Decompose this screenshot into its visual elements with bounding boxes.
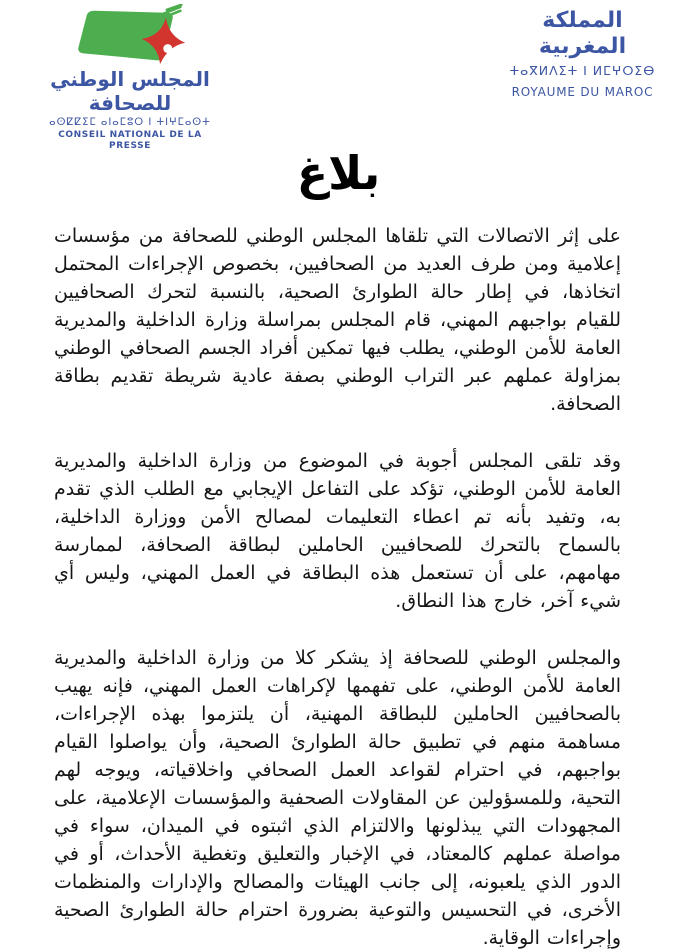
- paragraph-1: على إثر الاتصالات التي تلقاها المجلس الوطني للصحافة من مؤسسات إعلامية ومن طرف العديد من الصحافيين، بخصوص الإجراءات المحتمل اتخاذها، في إطار حالة الطوارئ الصحية، بالنسبة لتحرك الصحافيين للقيام بواجبهم المهني، قام المجلس بمراسلة وزارة الداخلية والمديرية العامة للأمن الوطني، يطلب فيها تمكين أفراد الجسم الصحافي الوطني بمزاولة عملهم عبر التراب الوطني بصفة عادية شريطة تقديم بطاقة الصحافة.: [54, 225, 621, 415]
- paragraph-2: وقد تلقى المجلس أجوبة في الموضوع من وزارة الداخلية والمديرية العامة للأمن الوطني، تؤكد على التفاعل الإيجابي مع الطلب الذي تقدم به، وتفيد بأنه تم اعطاء التعليمات لمصالح الأمن ووزارة الداخلية، بالسماح بالتحرك للصحافيين الحاملين لبطاقة الصحافة، لممارسة مهامهم، على أن تستعمل هذه البطاقة في العمل المهني، وليس أي شيء آخر، خارج هذا النطاق.: [54, 450, 621, 612]
- cnp-logo-block: [36, 4, 224, 152]
- cnp-name-arabic: المجلس الوطني للصحافة: [50, 67, 210, 115]
- cnp-name-tifinagh: ⴰⵙⵇⵇⵉⵎ ⴰⵏⴰⵎⵓⵔ ⵏ ⵜⵏⵖⵎⴰⵙⵜ: [49, 117, 211, 128]
- kingdom-name-tifinagh: ⵜⴰⴳⵍⴷⵉⵜ ⵏ ⵍⵎⵖⵔⵉⴱ: [509, 63, 656, 78]
- star-white-dot: [163, 44, 172, 53]
- header: [0, 0, 677, 151]
- cnp-logo-icon: [69, 4, 191, 66]
- kingdom-name-arabic: المملكة المغربية: [538, 8, 627, 59]
- communique-title: بلاغ: [296, 146, 381, 200]
- paragraph-3: والمجلس الوطني للصحافة إذ يشكر كلا من وزارة الداخلية والمديرية العامة للأمن الوطني، على تفهمها لإكراهات العمل المهني، فإنه يهيب بالصحافيين الحاملين للبطاقة المهنية، أن يلتزموا بهذه الإجراءات، مساهمة منهم في تطبيق حالة الطوارئ الصحية، وأن يواصلوا القيام بواجبهم، في احترام لقواعد العمل الصحافي واخلاقياته، ويوجه لهم التحية، وللمسؤولين عن المقاولات الصحفية والمؤسسات الإعلامية، على المجهودات التي يبذلونها والالتزام الذي اثبتوه في الميدان، سواء في مواصلة عملهم كالمعتاد، في الإخبار والتعليق وتغطية الأحداث، أو في الدور الذي يلعبونه، إلى جانب الهيئات والمصالح والإدارات والمنظمات الأخرى، في التحسيس والتوعية بضرورة احترام حالة الطوارئ الصحية وإجراءات الوقاية.: [54, 647, 621, 949]
- cnp-name-french: CONSEIL NATIONAL DE LA PRESSE: [58, 130, 202, 151]
- kingdom-block: [500, 8, 665, 99]
- communique-body: [0, 222, 677, 952]
- kingdom-name-french: ROYAUME DU MAROC: [511, 85, 654, 99]
